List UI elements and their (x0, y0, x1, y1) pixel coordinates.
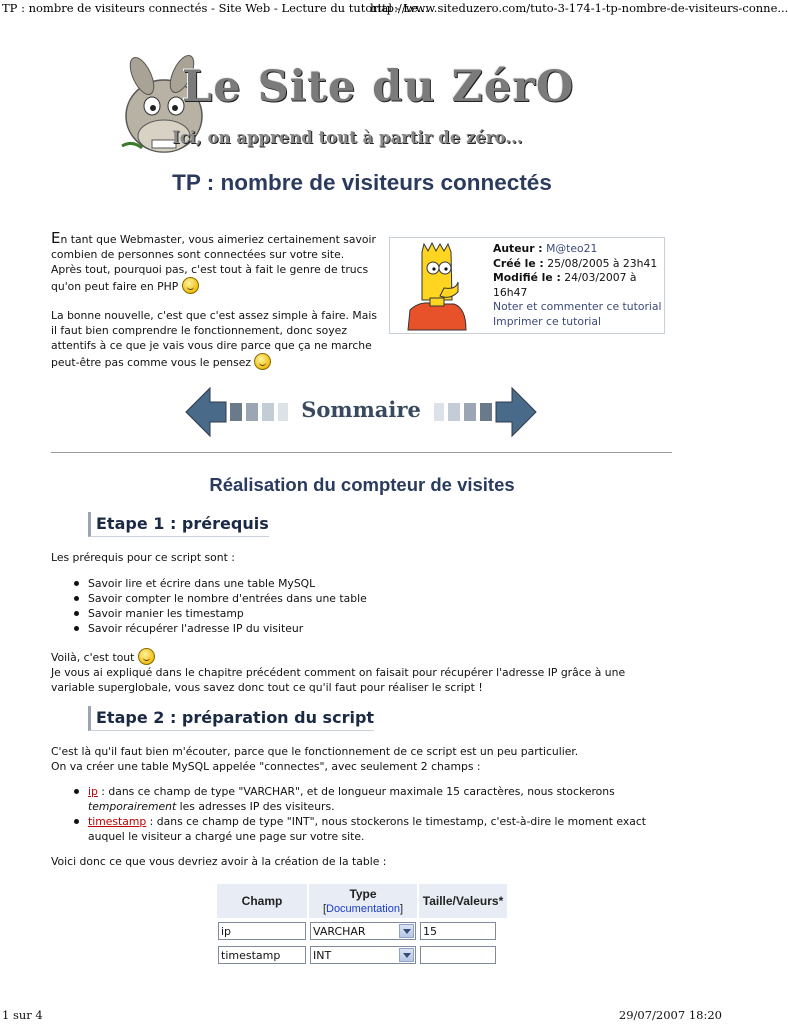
auteur-label: Auteur : (493, 242, 543, 255)
taille-input[interactable] (420, 946, 496, 964)
author-box (389, 237, 665, 334)
list-item-text: : dans ce champ de type "VARCHAR", et de longueur maximale 15 caractères, nous stockerons (97, 785, 615, 798)
section-title: Réalisation du compteur de visites (209, 474, 515, 495)
table-row (217, 944, 507, 966)
list-item (74, 814, 674, 844)
wink-smiley-icon (254, 353, 271, 370)
col-type-label: Type (349, 886, 377, 901)
page-number: 1 sur 4 (2, 1008, 43, 1022)
site-logo[interactable] (112, 56, 617, 166)
mysql-table-form (215, 882, 510, 966)
etape2-list (74, 784, 674, 844)
ip-link[interactable]: ip (88, 785, 98, 798)
print-tutorial-link[interactable]: Imprimer ce tutorial (493, 314, 602, 328)
smiley-icon (138, 648, 155, 665)
list-item (74, 784, 674, 814)
etape1-explain: Je vous ai expliqué dans le chapitre précédent comment on faisait pour récupérer l'adresse IP grâce à une variable superglobale, vous savez donc tout ce qu'il faut pour réaliser le script ! (51, 666, 626, 694)
etape1-conclusion (51, 648, 671, 695)
intro-p1-line2: Après tout, pourquoi pas, c'est tout à fait le genre de trucs qu'on peut faire en PHP (51, 263, 369, 293)
list-item: Savoir manier les timestamp (74, 606, 674, 621)
emphasis-text: temporairement (88, 800, 177, 813)
taille-input[interactable]: 15 (420, 922, 496, 940)
champ-input[interactable]: ip (218, 922, 306, 940)
type-select[interactable] (310, 922, 416, 940)
col-champ: Champ (217, 884, 307, 918)
modifie-value: 24/03/2007 à 16h47 (493, 271, 637, 299)
col-type: Type [Documentation] (309, 884, 417, 918)
etape2-intro (51, 744, 671, 774)
champ-input[interactable]: timestamp (218, 946, 306, 964)
modifie-label: Modifié le : (493, 271, 561, 284)
list-item-text: les adresses IP des visiteurs. (176, 800, 335, 813)
comment-tutorial-link[interactable]: Noter et commenter ce tutorial (493, 300, 662, 313)
table-row (217, 920, 507, 942)
print-header-title: TP : nombre de visiteurs connectés - Site Web - Lecture du tutorial - Le... (2, 1, 429, 15)
author-info (493, 242, 663, 329)
col-taille: Taille/Valeurs* (419, 884, 507, 918)
fields-table (215, 882, 509, 968)
author-link[interactable]: M@teo21 (546, 242, 598, 255)
print-date: 29/07/2007 18:20 (618, 1008, 722, 1022)
author-avatar (400, 242, 476, 330)
etape2-title: Etape 2 : préparation du script (88, 706, 374, 731)
sommaire-button[interactable] (186, 386, 536, 438)
timestamp-link[interactable]: timestamp (88, 815, 147, 828)
intro-p1: n tant que Webmaster, vous aimeriez certainement savoir combien de personnes sont connectées sur votre site. (51, 233, 376, 261)
type-select-value: VARCHAR (313, 925, 366, 938)
etape2-outro: Voici donc ce que vous devriez avoir à la création de la table : (51, 855, 387, 868)
etape1-list (74, 576, 674, 636)
list-item: Savoir lire et écrire dans une table MySQL (74, 576, 674, 591)
list-item-text: : dans ce champ de type "INT", nous stockerons le timestamp, c'est-à-dire le moment exact auquel le visiteur a chargé une page sur votre site. (88, 815, 647, 843)
chevron-down-icon (399, 948, 414, 962)
cree-label: Créé le : (493, 256, 544, 270)
etape1-title: Etape 1 : prérequis (88, 512, 269, 537)
intro-p2: La bonne nouvelle, c'est que c'est assez simple à faire. Mais il faut bien comprendre le fonctionnement, donc soyez attentifs à ce que je vais vous dire parce que ça ne marche peut-être pas comme vous le pensez (51, 309, 377, 369)
print-header (0, 0, 788, 16)
print-footer (0, 1006, 724, 1024)
sommaire-label: Sommaire (301, 397, 421, 422)
chevron-down-icon (399, 924, 414, 938)
page-title: TP : nombre de visiteurs connectés (172, 170, 552, 195)
logo-title: Le Site du ZérO (182, 62, 575, 112)
smiley-icon (182, 277, 199, 294)
intro-text (51, 231, 381, 384)
logo-tagline: Ici, on apprend tout à partir de zéro... (172, 128, 523, 147)
divider (51, 452, 672, 453)
etape2-line2: On va créer une table MySQL appelée "connectes", avec seulement 2 champs : (51, 760, 481, 773)
cree-value: 25/08/2005 à 23h41 (547, 256, 658, 270)
etape2-line1: C'est là qu'il faut bien m'écouter, parce que le fonctionnement de ce script est un peu particulier. (51, 745, 579, 758)
documentation-link[interactable]: Documentation (326, 902, 400, 915)
list-item: Savoir récupérer l'adresse IP du visiteur (74, 621, 674, 636)
etape1-intro: Les prérequis pour ce script sont : (51, 551, 235, 564)
type-select-value: INT (313, 949, 332, 962)
dropcap: E (51, 229, 61, 247)
type-select[interactable] (310, 946, 416, 964)
list-item: Savoir compter le nombre d'entrées dans une table (74, 591, 674, 606)
voila-text: Voilà, c'est tout (51, 651, 135, 664)
print-header-url: http://www.siteduzero.com/tuto-3-174-1-tp-nombre-de-visiteurs-conne... (370, 1, 788, 15)
